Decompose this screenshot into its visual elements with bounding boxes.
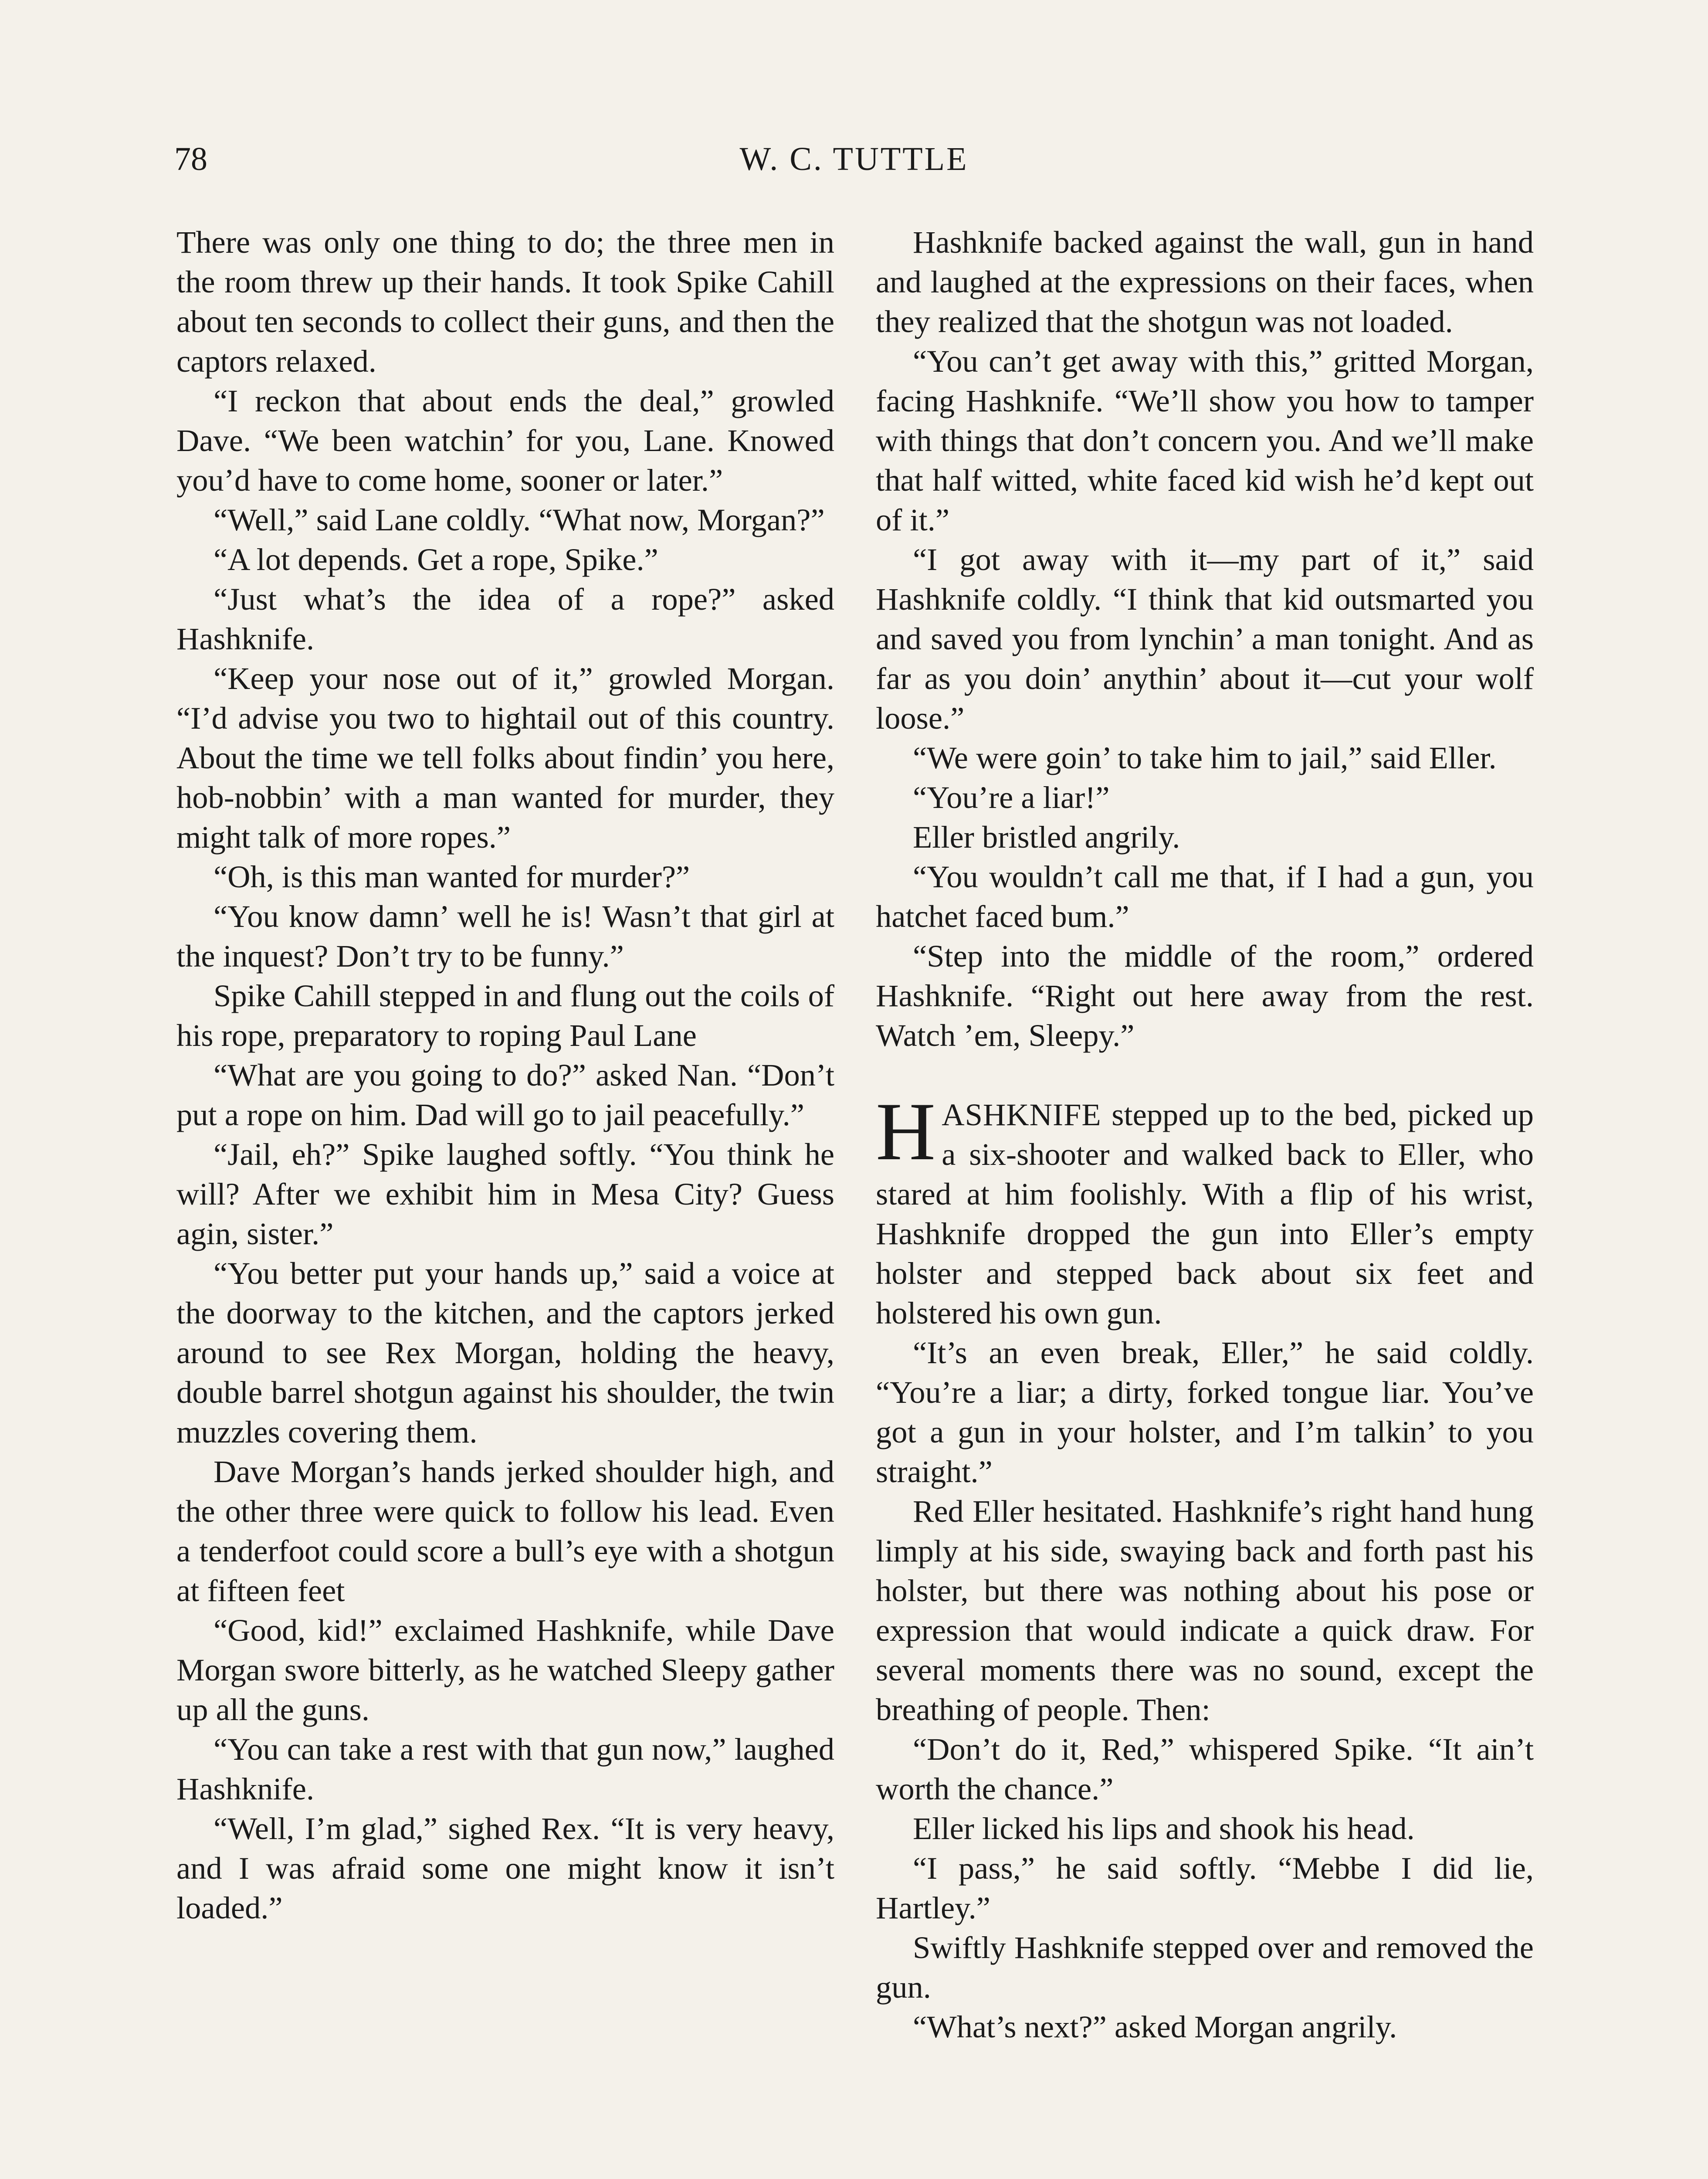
page-number: 78: [174, 141, 207, 177]
section-start-paragraph: [876, 1086, 1534, 1333]
paragraph: “You can take a rest with that gun now,” laughed Hashknife.: [176, 1731, 834, 1806]
paragraph: “What are you going to do?” asked Nan. “Don’t put a rope on him. Dad will go to jail peacefully.”: [176, 1057, 834, 1132]
paragraph: “You’re a liar!”: [913, 780, 1110, 815]
paragraph: “Step into the middle of the room,” ordered Hashknife. “Right out here away from the rest. Watch ’em, Sleepy.”: [876, 938, 1534, 1053]
paragraph: “I got away with it—my part of it,” said Hashknife coldly. “I think that kid outsmarted you and saved you from lynchin’ a man tonight. And as far as you doin’ anythin’ about it—cut your wolf loose.”: [876, 542, 1534, 736]
paragraph: “Keep your nose out of it,” growled Morgan. “I’d advise you two to hightail out of this country. About the time we tell folks about findin’ you here, hob-nobbin’ with a man wanted for murder, they might talk of more ropes.”: [176, 661, 834, 855]
paragraph: There was only one thing to do; the three men in the room threw up their hands. It took Spike Cahill about ten seconds to collect their guns, and then the captors relaxed.: [176, 224, 834, 379]
paragraph: “Don’t do it, Red,” whispered Spike. “It ain’t worth the chance.”: [876, 1731, 1534, 1806]
paragraph: Eller licked his lips and shook his head.: [913, 1811, 1415, 1846]
section-text: stepped up to the bed, picked up a six-shooter and walked back to Eller, who stared at him foolishly. With a flip of his wrist, Hashknife dropped the gun into Eller’s empty holster and stepped back about six feet and holstered his own gun.: [876, 1097, 1534, 1330]
paragraph: “You wouldn’t call me that, if I had a gun, you hatchet faced bum.”: [876, 859, 1534, 934]
paragraph: “A lot depends. Get a rope, Spike.”: [214, 542, 658, 577]
paragraph: “What’s next?” asked Morgan angrily.: [913, 2009, 1397, 2044]
left-column: [176, 222, 834, 1928]
paragraph: “I reckon that about ends the deal,” growled Dave. “We been watchin’ for you, Lane. Knowed you’d have to come home, sooner or later.”: [176, 383, 834, 498]
paragraph: Swiftly Hashknife stepped over and removed the gun.: [876, 1930, 1534, 2005]
paragraph: “Good, kid!” exclaimed Hashknife, while Dave Morgan swore bitterly, as he watched Sleepy gather up all the guns.: [176, 1612, 834, 1727]
right-column: [876, 222, 1534, 2047]
paragraph: Eller bristled angrily.: [913, 819, 1180, 855]
page-header: [174, 135, 1534, 183]
paragraph: Hashknife backed against the wall, gun in hand and laughed at the expressions on their faces, when they realized that the shotgun was not loaded.: [876, 224, 1534, 339]
drop-cap: H: [876, 1086, 936, 1178]
paragraph: “You can’t get away with this,” gritted Morgan, facing Hashknife. “We’ll show you how to tamper with things that don’t concern you. And we’ll make that half witted, white faced kid wish he’d kept out of it.”: [876, 343, 1534, 537]
paragraph: Spike Cahill stepped in and flung out the coils of his rope, preparatory to roping Paul Lane: [176, 978, 834, 1053]
paragraph: “Jail, eh?” Spike laughed softly. “You think he will? After we exhibit him in Mesa City? Guess agin, sister.”: [176, 1137, 834, 1251]
paragraph: “I pass,” he said softly. “Mebbe I did lie, Hartley.”: [876, 1850, 1534, 1925]
running-head: W. C. TUTTLE: [739, 141, 969, 177]
paragraph: Red Eller hesitated. Hashknife’s right hand hung limply at his side, swaying back and forth past his holster, but there was nothing about his pose or expression that would indicate a quick draw. For several moments there was no sound, except the breathing of people. Then:: [876, 1493, 1534, 1727]
paragraph: “You know damn’ well he is! Wasn’t that girl at the inquest? Don’t try to be funny.”: [176, 899, 834, 974]
paragraph: “Well, I’m glad,” sighed Rex. “It is very heavy, and I was afraid some one might know it isn’t loaded.”: [176, 1811, 834, 1925]
paragraph: “It’s an even break, Eller,” he said coldly. “You’re a liar; a dirty, forked tongue liar. You’ve got a gun in your holster, and I’m talkin’ to you straight.”: [876, 1335, 1534, 1489]
paragraph: “Just what’s the idea of a rope?” asked Hashknife.: [176, 581, 834, 656]
paragraph: “You better put your hands up,” said a voice at the doorway to the kitchen, and the captors jerked around to see Rex Morgan, holding the heavy, double barrel shotgun against his shoulder, the twin muzzles covering them.: [176, 1256, 834, 1449]
paragraph: “Well,” said Lane coldly. “What now, Morgan?”: [214, 502, 825, 537]
smallcaps-lead: ASHKNIFE: [942, 1097, 1101, 1132]
paragraph: Dave Morgan’s hands jerked shoulder high, and the other three were quick to follow his lead. Even a tenderfoot could score a bull’s eye with a shotgun at fifteen feet: [176, 1454, 834, 1608]
paragraph: “We were goin’ to take him to jail,” said Eller.: [913, 740, 1497, 775]
paragraph: “Oh, is this man wanted for murder?”: [214, 859, 690, 894]
